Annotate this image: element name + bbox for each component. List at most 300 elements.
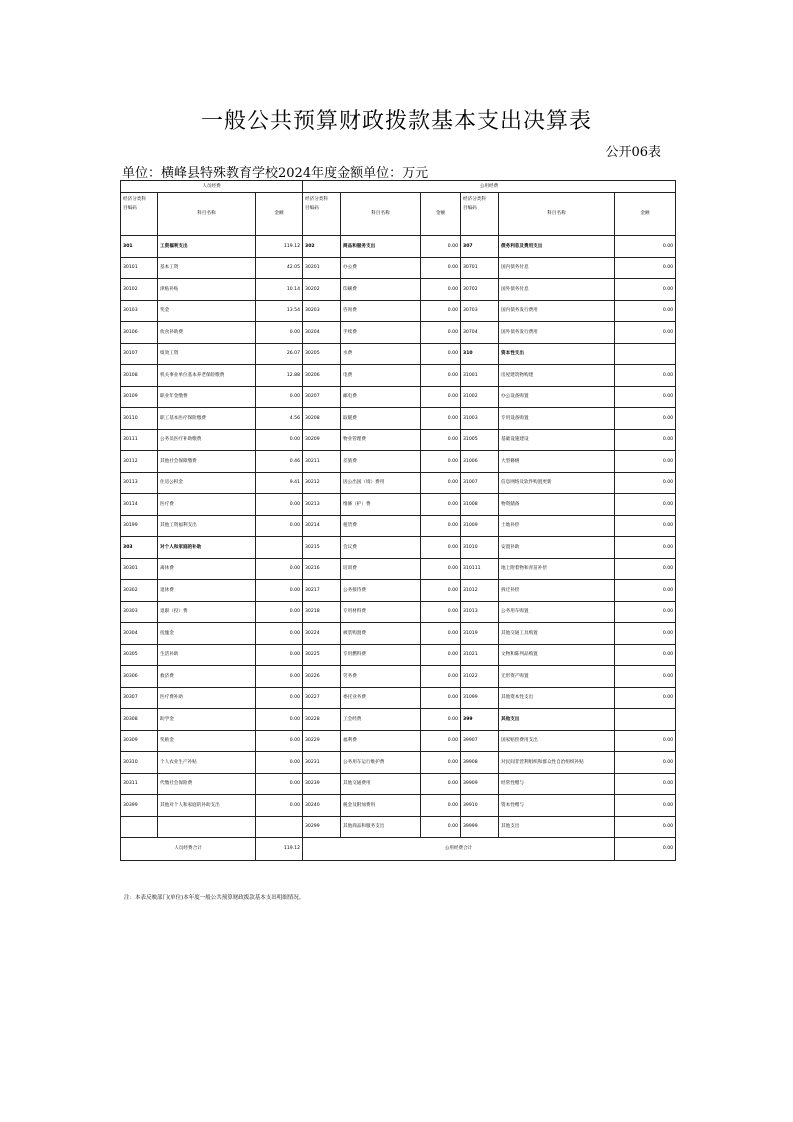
cell-amount: 0.00 <box>615 666 676 688</box>
cell-name: 国内债务发行费用 <box>499 300 615 322</box>
cell-name: 退休费 <box>158 580 256 602</box>
cell-code: 30202 <box>303 279 341 301</box>
cell-amount: 0.00 <box>421 666 461 688</box>
cell-amount: 0.00 <box>421 623 461 645</box>
cell-code: 30701 <box>461 257 499 279</box>
col-amount-header: 金额 <box>421 193 461 236</box>
table-row <box>121 644 676 666</box>
cell-name: 工资福利支出 <box>158 236 256 258</box>
personnel-total-amount: 119.12 <box>256 838 303 861</box>
cell-amount: 0.00 <box>256 515 303 537</box>
cell-code: 31022 <box>461 666 499 688</box>
cell-code: 30217 <box>303 580 341 602</box>
cell-code: 30208 <box>303 408 341 430</box>
cell-code: 31008 <box>461 494 499 516</box>
cell-amount: 9.41 <box>256 472 303 494</box>
cell-amount: 0.00 <box>421 752 461 774</box>
cell-code: 399 <box>461 709 499 731</box>
cell-code: 30114 <box>121 494 158 516</box>
cell-name: 其他资本性支出 <box>499 687 615 709</box>
cell-name: 退职（役）费 <box>158 601 256 623</box>
cell-amount: 0.00 <box>615 365 676 387</box>
cell-name: 信息网络及软件购置更新 <box>499 472 615 494</box>
cell-code: 31012 <box>461 580 499 602</box>
cell-name: 工会经费 <box>341 709 421 731</box>
column-header-row <box>121 193 676 236</box>
cell-name: 机关事业单位基本养老保险缴费 <box>158 365 256 387</box>
cell-amount: 0.00 <box>421 494 461 516</box>
cell-code: 30204 <box>303 322 341 344</box>
cell-code: 31009 <box>461 515 499 537</box>
cell-amount: 0.00 <box>421 408 461 430</box>
cell-code: 30211 <box>303 451 341 473</box>
cell-amount: 0.00 <box>421 279 461 301</box>
cell-amount: 0.00 <box>615 279 676 301</box>
cell-amount: 0.00 <box>615 687 676 709</box>
cell-code: 39908 <box>461 752 499 774</box>
cell-amount: 0.00 <box>256 558 303 580</box>
cell-name: 奖金 <box>158 300 256 322</box>
cell-amount: 0.00 <box>615 601 676 623</box>
cell-amount: 0.00 <box>421 429 461 451</box>
cell-name: 办公费 <box>341 257 421 279</box>
cell-code: 30226 <box>303 666 341 688</box>
cell-code: 30399 <box>121 795 158 817</box>
table-row <box>121 343 676 365</box>
table-row <box>121 279 676 301</box>
cell-code: 30304 <box>121 623 158 645</box>
cell-amount: 0.00 <box>256 666 303 688</box>
cell-name: 其他交通工具购置 <box>499 623 615 645</box>
cell-amount: 0.00 <box>421 580 461 602</box>
cell-amount: 0.00 <box>421 343 461 365</box>
cell-name: 商品和服务支出 <box>341 236 421 258</box>
cell-name: 公务用车购置 <box>499 601 615 623</box>
cell-code: 39910 <box>461 795 499 817</box>
cell-amount: 0.00 <box>615 515 676 537</box>
cell-name: 水费 <box>341 343 421 365</box>
cell-name: 经常性赠与 <box>499 773 615 795</box>
cell-code: 307 <box>461 236 499 258</box>
cell-code: 30102 <box>121 279 158 301</box>
table-row <box>121 451 676 473</box>
cell-amount: 0.00 <box>421 816 461 838</box>
cell-amount: 0.00 <box>615 623 676 645</box>
cell-amount <box>615 709 676 731</box>
cell-code: 31019 <box>461 623 499 645</box>
cell-code: 30106 <box>121 322 158 344</box>
table-row <box>121 730 676 752</box>
cell-name: 资本性支出 <box>499 343 615 365</box>
cell-code: 30301 <box>121 558 158 580</box>
cell-amount: 0.00 <box>256 644 303 666</box>
table-row <box>121 537 676 559</box>
cell-name: 其他工资福利支出 <box>158 515 256 537</box>
cell-name: 物资储备 <box>499 494 615 516</box>
table-row <box>121 365 676 387</box>
cell-name: 安置补助 <box>499 537 615 559</box>
cell-name: 国外债务付息 <box>499 279 615 301</box>
cell-code: 30103 <box>121 300 158 322</box>
cell-code: 31010 <box>461 537 499 559</box>
cell-amount <box>256 537 303 559</box>
cell-code: 30109 <box>121 386 158 408</box>
table-row <box>121 236 676 258</box>
cell-code: 30201 <box>303 257 341 279</box>
cell-amount: 0.00 <box>421 601 461 623</box>
table-row <box>121 773 676 795</box>
cell-amount: 0.00 <box>256 773 303 795</box>
cell-amount: 0.00 <box>256 494 303 516</box>
cell-amount: 0.00 <box>421 236 461 258</box>
col-code-header: 经济分类科 目编码 <box>303 193 341 236</box>
cell-name: 医疗费 <box>158 494 256 516</box>
cell-code: 31021 <box>461 644 499 666</box>
cell-name: 其他商品和服务支出 <box>341 816 421 838</box>
cell-amount: 0.00 <box>421 365 461 387</box>
cell-code: 30209 <box>303 429 341 451</box>
cell-code: 30307 <box>121 687 158 709</box>
public-total-amount: 0.00 <box>615 838 676 861</box>
cell-code: 302 <box>303 236 341 258</box>
cell-code: 31002 <box>461 386 499 408</box>
cell-name: 印刷费 <box>341 279 421 301</box>
cell-name: 其他支出 <box>499 816 615 838</box>
cell-name: 电费 <box>341 365 421 387</box>
cell-code: 30702 <box>461 279 499 301</box>
cell-amount: 10.14 <box>256 279 303 301</box>
cell-name: 离休费 <box>158 558 256 580</box>
table-row <box>121 408 676 430</box>
table-row <box>121 300 676 322</box>
cell-code: 30311 <box>121 773 158 795</box>
cell-amount: 0.00 <box>421 472 461 494</box>
cell-code: 30212 <box>303 472 341 494</box>
cell-amount: 0.00 <box>615 236 676 258</box>
cell-amount: 0.00 <box>421 451 461 473</box>
cell-code: 30218 <box>303 601 341 623</box>
cell-code: 30228 <box>303 709 341 731</box>
cell-name: 取暖费 <box>341 408 421 430</box>
cell-code: 31099 <box>461 687 499 709</box>
cell-name <box>158 816 256 838</box>
cell-name: 公务接待费 <box>341 580 421 602</box>
cell-amount: 0.00 <box>256 580 303 602</box>
cell-code: 30310 <box>121 752 158 774</box>
cell-name: 土地补偿 <box>499 515 615 537</box>
cell-amount: 0.00 <box>256 687 303 709</box>
cell-code: 30224 <box>303 623 341 645</box>
cell-amount: 0.00 <box>256 795 303 817</box>
cell-name: 被装购置费 <box>341 623 421 645</box>
expenditure-table <box>120 180 676 861</box>
cell-code: 31003 <box>461 408 499 430</box>
cell-code: 31013 <box>461 601 499 623</box>
cell-name: 资本性赠与 <box>499 795 615 817</box>
cell-name: 债务利息及费用支出 <box>499 236 615 258</box>
section-public: 公用经费 <box>303 181 676 193</box>
cell-amount: 0.00 <box>615 752 676 774</box>
cell-code: 30299 <box>303 816 341 838</box>
cell-name: 公务员医疗补助缴费 <box>158 429 256 451</box>
cell-amount: 0.00 <box>615 300 676 322</box>
cell-amount: 0.46 <box>256 451 303 473</box>
cell-code: 30303 <box>121 601 158 623</box>
cell-code: 30231 <box>303 752 341 774</box>
cell-amount: 26.07 <box>256 343 303 365</box>
cell-name: 劳务费 <box>341 666 421 688</box>
table-row <box>121 386 676 408</box>
cell-amount: 0.00 <box>615 408 676 430</box>
cell-code: 30213 <box>303 494 341 516</box>
table-row <box>121 795 676 817</box>
cell-name: 奖励金 <box>158 730 256 752</box>
cell-name: 国外债务发行费用 <box>499 322 615 344</box>
totals-row <box>121 838 676 861</box>
cell-amount: 0.00 <box>421 644 461 666</box>
cell-name: 国家赔偿费用支出 <box>499 730 615 752</box>
cell-amount: 0.00 <box>256 730 303 752</box>
cell-name: 医疗费补助 <box>158 687 256 709</box>
cell-amount: 0.00 <box>421 515 461 537</box>
cell-name: 咨询费 <box>341 300 421 322</box>
table-row <box>121 494 676 516</box>
cell-code: 31007 <box>461 472 499 494</box>
cell-amount <box>615 343 676 365</box>
cell-name: 对民间非营利组织和群众性自治组织补贴 <box>499 752 615 774</box>
cell-code: 30225 <box>303 644 341 666</box>
cell-name: 代缴社会保险费 <box>158 773 256 795</box>
cell-name: 伙食补助费 <box>158 322 256 344</box>
cell-code: 30239 <box>303 773 341 795</box>
table-row <box>121 752 676 774</box>
cell-code <box>121 816 158 838</box>
cell-amount: 0.00 <box>256 752 303 774</box>
cell-code: 30205 <box>303 343 341 365</box>
col-code-header: 经济分类科 目编码 <box>121 193 158 236</box>
cell-name: 职业年金缴费 <box>158 386 256 408</box>
cell-code: 30110 <box>121 408 158 430</box>
cell-amount: 0.00 <box>421 795 461 817</box>
cell-name: 津贴补贴 <box>158 279 256 301</box>
cell-name: 对个人和家庭的补助 <box>158 537 256 559</box>
cell-code: 30206 <box>303 365 341 387</box>
cell-amount: 0.00 <box>615 494 676 516</box>
section-personnel: 人员经费 <box>121 181 303 193</box>
cell-code: 30199 <box>121 515 158 537</box>
table-row <box>121 623 676 645</box>
cell-amount: 0.00 <box>615 730 676 752</box>
cell-code: 30703 <box>461 300 499 322</box>
col-code-header: 经济分类科 目编码 <box>461 193 499 236</box>
cell-name: 培训费 <box>341 558 421 580</box>
cell-name: 办公设备购置 <box>499 386 615 408</box>
cell-amount: 0.00 <box>615 537 676 559</box>
cell-code: 310111 <box>461 558 499 580</box>
cell-amount: 0.00 <box>421 537 461 559</box>
cell-name: 大型修缮 <box>499 451 615 473</box>
cell-name: 基础设施建设 <box>499 429 615 451</box>
cell-code: 39907 <box>461 730 499 752</box>
cell-name: 租赁费 <box>341 515 421 537</box>
col-amount-header: 金额 <box>256 193 303 236</box>
cell-name: 拆迁补偿 <box>499 580 615 602</box>
table-row <box>121 580 676 602</box>
cell-name: 职工基本医疗保险缴费 <box>158 408 256 430</box>
footnote: 注：本表反映部门(单位)本年度一般公共预算财政拨款基本支出明细情况。 <box>124 895 305 901</box>
cell-code: 31001 <box>461 365 499 387</box>
table-row <box>121 666 676 688</box>
cell-code: 30107 <box>121 343 158 365</box>
cell-name: 因公出国（境）费用 <box>341 472 421 494</box>
cell-name: 手续费 <box>341 322 421 344</box>
cell-code: 30108 <box>121 365 158 387</box>
cell-code: 30302 <box>121 580 158 602</box>
cell-amount: 0.00 <box>615 386 676 408</box>
cell-name: 其他对个人和家庭的补助支出 <box>158 795 256 817</box>
cell-name: 其他支出 <box>499 709 615 731</box>
col-name-header: 科目名称 <box>499 193 615 236</box>
cell-amount: 0.00 <box>421 730 461 752</box>
cell-amount: 0.00 <box>615 644 676 666</box>
cell-amount: 0.00 <box>615 795 676 817</box>
cell-name: 其他交通费用 <box>341 773 421 795</box>
cell-amount: 0.00 <box>615 257 676 279</box>
cell-code: 301 <box>121 236 158 258</box>
cell-name: 会议费 <box>341 537 421 559</box>
cell-code: 303 <box>121 537 158 559</box>
cell-amount: 0.00 <box>615 472 676 494</box>
cell-name: 个人农业生产补贴 <box>158 752 256 774</box>
cell-amount: 0.00 <box>421 257 461 279</box>
public-total-label: 公用经费合计 <box>303 838 615 861</box>
table-row <box>121 257 676 279</box>
cell-name: 维修（护）费 <box>341 494 421 516</box>
cell-code: 30306 <box>121 666 158 688</box>
cell-name: 救济费 <box>158 666 256 688</box>
page-title: 一般公共预算财政拨款基本支出决算表 <box>200 109 592 134</box>
cell-amount: 0.00 <box>256 429 303 451</box>
cell-code: 30113 <box>121 472 158 494</box>
cell-amount: 0.00 <box>421 709 461 731</box>
cell-name: 抚恤金 <box>158 623 256 645</box>
cell-name: 专用设备购置 <box>499 408 615 430</box>
cell-amount: 12.88 <box>256 365 303 387</box>
table-row <box>121 322 676 344</box>
cell-amount: 0.00 <box>256 623 303 645</box>
cell-name: 公务用车运行维护费 <box>341 752 421 774</box>
table-row <box>121 515 676 537</box>
cell-amount <box>256 816 303 838</box>
cell-name: 无形资产购置 <box>499 666 615 688</box>
cell-code: 30111 <box>121 429 158 451</box>
cell-name: 绩效工资 <box>158 343 256 365</box>
cell-amount: 0.00 <box>615 773 676 795</box>
cell-amount: 0.00 <box>615 451 676 473</box>
cell-amount: 0.00 <box>256 601 303 623</box>
table-row <box>121 687 676 709</box>
cell-amount: 119.12 <box>256 236 303 258</box>
cell-code: 30112 <box>121 451 158 473</box>
cell-code: 30308 <box>121 709 158 731</box>
cell-name: 文物和陈列品购置 <box>499 644 615 666</box>
col-amount-header: 金额 <box>615 193 676 236</box>
cell-code: 31005 <box>461 429 499 451</box>
cell-amount: 0.00 <box>615 558 676 580</box>
cell-amount: 0.00 <box>421 687 461 709</box>
cell-code: 30215 <box>303 537 341 559</box>
cell-code: 30227 <box>303 687 341 709</box>
cell-amount: 0.00 <box>256 709 303 731</box>
cell-name: 专用材料费 <box>341 601 421 623</box>
cell-code: 30305 <box>121 644 158 666</box>
cell-amount: 0.00 <box>256 386 303 408</box>
cell-amount: 4.56 <box>256 408 303 430</box>
section-header-row <box>121 181 676 193</box>
cell-code: 30309 <box>121 730 158 752</box>
cell-code: 39909 <box>461 773 499 795</box>
cell-name: 委托业务费 <box>341 687 421 709</box>
cell-name: 生活补助 <box>158 644 256 666</box>
cell-code: 31006 <box>461 451 499 473</box>
cell-code: 39999 <box>461 816 499 838</box>
cell-name: 物业管理费 <box>341 429 421 451</box>
table-row <box>121 558 676 580</box>
cell-code: 30207 <box>303 386 341 408</box>
table-row <box>121 709 676 731</box>
cell-name: 助学金 <box>158 709 256 731</box>
form-number: 公开06表 <box>605 145 661 160</box>
cell-name: 地上附着物和青苗补偿 <box>499 558 615 580</box>
cell-amount: 0.00 <box>615 816 676 838</box>
cell-amount: 0.00 <box>421 558 461 580</box>
personnel-total-label: 人员经费合计 <box>121 838 256 861</box>
cell-code: 30704 <box>461 322 499 344</box>
cell-name: 差旅费 <box>341 451 421 473</box>
cell-amount: 0.00 <box>421 386 461 408</box>
table-row <box>121 816 676 838</box>
cell-name: 福利费 <box>341 730 421 752</box>
cell-name: 国内债务付息 <box>499 257 615 279</box>
cell-name: 专用燃料费 <box>341 644 421 666</box>
cell-amount: 42.05 <box>256 257 303 279</box>
cell-amount: 0.00 <box>256 322 303 344</box>
cell-name: 其他社会保障缴费 <box>158 451 256 473</box>
unit-line: 单位：横峰县特殊教育学校2024年度金额单位：万元 <box>122 166 429 181</box>
cell-amount: 0.00 <box>615 580 676 602</box>
cell-amount: 0.00 <box>421 300 461 322</box>
table-row <box>121 601 676 623</box>
cell-amount: 13.54 <box>256 300 303 322</box>
cell-code: 30229 <box>303 730 341 752</box>
cell-name: 税金及附加费用 <box>341 795 421 817</box>
cell-code: 30240 <box>303 795 341 817</box>
table-row <box>121 429 676 451</box>
col-name-header: 科目名称 <box>158 193 256 236</box>
cell-name: 房屋建筑物购建 <box>499 365 615 387</box>
cell-name: 基本工资 <box>158 257 256 279</box>
cell-name: 住房公积金 <box>158 472 256 494</box>
cell-amount: 0.00 <box>421 773 461 795</box>
cell-amount: 0.00 <box>615 429 676 451</box>
col-name-header: 科目名称 <box>341 193 421 236</box>
cell-code: 310 <box>461 343 499 365</box>
cell-code: 30216 <box>303 558 341 580</box>
cell-code: 30214 <box>303 515 341 537</box>
cell-amount: 0.00 <box>421 322 461 344</box>
cell-code: 30203 <box>303 300 341 322</box>
cell-amount: 0.00 <box>615 322 676 344</box>
